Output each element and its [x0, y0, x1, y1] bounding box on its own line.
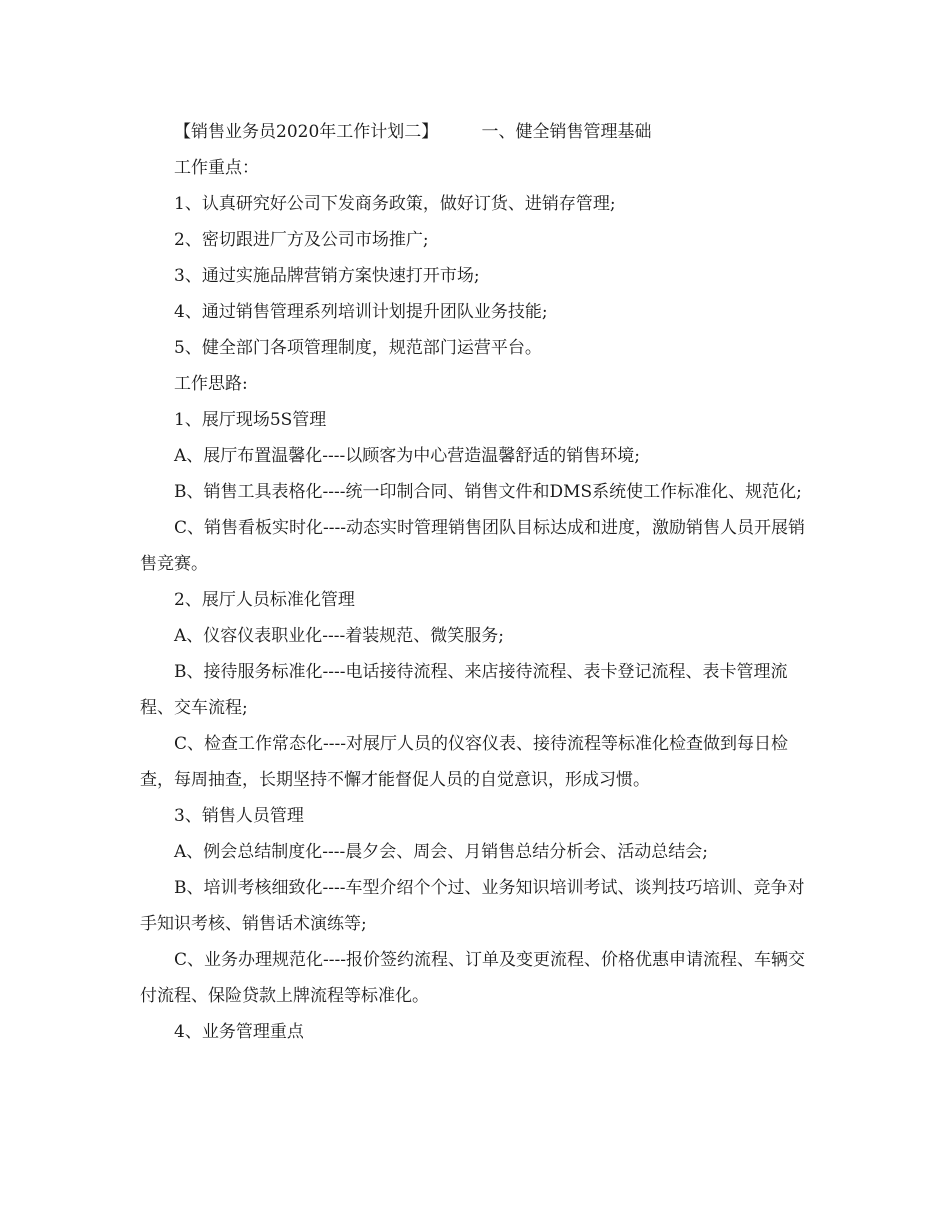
- paragraph-section-3-a: A、例会总结制度化----晨夕会、周会、月销售总结分析会、活动总结会;: [174, 842, 708, 862]
- paragraph-focus-2: 2、密切跟进厂方及公司市场推广;: [174, 230, 429, 250]
- paragraph-section-2-heading: 2、展厅人员标准化管理: [174, 590, 355, 610]
- paragraph-section-3-c: C、业务办理规范化----报价签约流程、订单及变更流程、价格优惠申请流程、车辆交付流程、保险贷款上牌流程等标准化。: [140, 950, 805, 1006]
- paragraph-work-ideas-heading: 工作思路:: [174, 374, 248, 394]
- paragraph-section-2-c: C、检查工作常态化----对展厅人员的仪容仪表、接待流程等标准化检查做到每日检查，每周抽查，长期坚持不懈才能督促人员的自觉意识，形成习惯。: [140, 734, 788, 790]
- paragraph-section-1-b: B、销售工具表格化----统一印制合同、销售文件和DMS系统使工作标准化、规范化;: [174, 482, 802, 502]
- paragraph-section-3-b: B、培训考核细致化----车型介绍个个过、业务知识培训考试、谈判技巧培训、竞争对手知识考核、销售话术演练等;: [140, 878, 805, 934]
- paragraph-section-1-a: A、展厅布置温馨化----以顾客为中心营造温馨舒适的销售环境;: [174, 446, 640, 466]
- paragraph-section-2-a: A、仪容仪表职业化----着装规范、微笑服务;: [174, 626, 504, 646]
- paragraph-section-4-heading: 4、业务管理重点: [174, 1022, 304, 1042]
- paragraph-section-1-c: C、销售看板实时化----动态实时管理销售团队目标达成和进度，激励销售人员开展销售竞赛。: [140, 518, 805, 574]
- paragraph-work-focus-heading: 工作重点：: [174, 158, 259, 178]
- document-title-line: 【销售业务员2020年工作计划二】 一、健全销售管理基础: [174, 122, 652, 142]
- paragraph-focus-1: 1、认真研究好公司下发商务政策，做好订货、进销存管理;: [174, 194, 616, 214]
- paragraph-section-1-heading: 1、展厅现场5S管理: [174, 410, 327, 430]
- document-body: [140, 114, 808, 1050]
- paragraph-section-3-heading: 3、销售人员管理: [174, 806, 304, 826]
- paragraph-focus-4: 4、通过销售管理系列培训计划提升团队业务技能;: [174, 302, 548, 322]
- paragraph-focus-5: 5、健全部门各项管理制度，规范部门运营平台。: [174, 338, 542, 358]
- paragraph-section-2-b: B、接待服务标准化----电话接待流程、来店接待流程、表卡登记流程、表卡管理流程、交车流程;: [140, 662, 788, 718]
- paragraph-focus-3: 3、通过实施品牌营销方案快速打开市场;: [174, 266, 480, 286]
